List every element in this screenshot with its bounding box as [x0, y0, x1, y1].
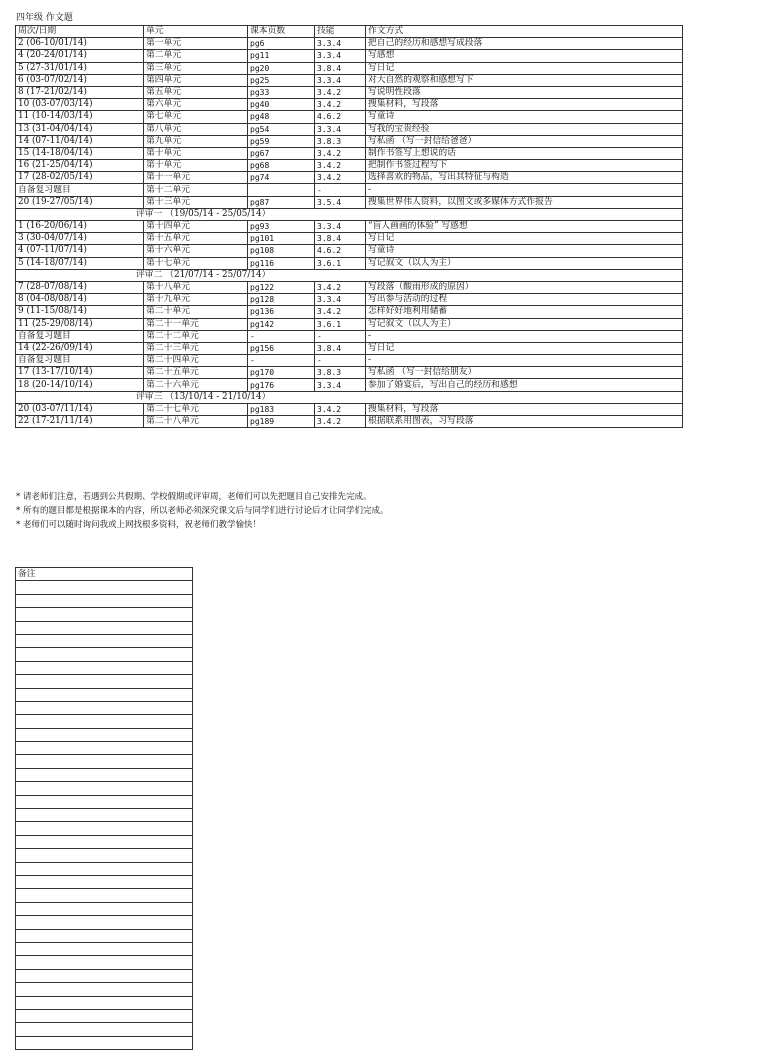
remarks-blank-cell	[16, 661, 193, 674]
week-cell: 8 (04-08/08/14)	[16, 294, 144, 306]
skill-cell: 3.5.4	[315, 196, 366, 208]
table-row	[16, 306, 683, 318]
remarks-blank-row	[16, 661, 193, 674]
week-cell: 22 (17-21/11/14)	[16, 416, 144, 428]
page-cell: pg189	[248, 416, 315, 428]
skill-cell: 3.3.4	[315, 294, 366, 306]
remarks-blank-cell	[16, 688, 193, 701]
unit-cell: 第七单元	[144, 111, 248, 123]
remarks-blank-cell	[16, 809, 193, 822]
method-cell: 写私函 （写一封信给朋友）	[366, 367, 683, 379]
remarks-blank-row	[16, 916, 193, 929]
week-cell: 15 (14-18/04/14)	[16, 147, 144, 159]
method-cell: -	[366, 355, 683, 367]
page-cell: pg6	[248, 38, 315, 50]
notes-section	[16, 490, 388, 532]
table-row	[16, 184, 683, 196]
page-cell: pg11	[248, 50, 315, 62]
remarks-blank-row	[16, 782, 193, 795]
remarks-header-row	[16, 568, 193, 581]
header-week: 周次/日期	[16, 26, 144, 38]
remarks-blank-row	[16, 742, 193, 755]
skill-cell: 3.6.1	[315, 318, 366, 330]
week-cell: 20 (19-27/05/14)	[16, 196, 144, 208]
page-cell: pg108	[248, 245, 315, 257]
table-row	[16, 233, 683, 245]
week-cell: 16 (21-25/04/14)	[16, 160, 144, 172]
remarks-blank-cell	[16, 742, 193, 755]
table-row	[16, 318, 683, 330]
remarks-header: 备注	[16, 568, 193, 581]
page-cell: pg176	[248, 379, 315, 391]
page-cell: pg128	[248, 294, 315, 306]
page-cell: -	[248, 355, 315, 367]
method-cell: 把制作书签过程写下	[366, 160, 683, 172]
remarks-blank-row	[16, 1036, 193, 1049]
review-period-row	[16, 269, 683, 281]
method-cell: 写段落（酸雨形成的原因）	[366, 281, 683, 293]
week-cell: 3 (30-04/07/14)	[16, 233, 144, 245]
unit-cell: 第十五单元	[144, 233, 248, 245]
unit-cell: 第二十六单元	[144, 379, 248, 391]
unit-cell: 第六单元	[144, 99, 248, 111]
unit-cell: 第十单元	[144, 147, 248, 159]
method-cell: 根据联系用图表，习写段落	[366, 416, 683, 428]
remarks-blank-row	[16, 942, 193, 955]
unit-cell: 第十四单元	[144, 221, 248, 233]
skill-cell: 3.3.4	[315, 74, 366, 86]
method-cell: 写私函 （写一封信给爸爸）	[366, 135, 683, 147]
skill-cell: 3.4.2	[315, 86, 366, 98]
remarks-blank-row	[16, 715, 193, 728]
skill-cell: 4.6.2	[315, 245, 366, 257]
skill-cell: 3.3.4	[315, 50, 366, 62]
skill-cell: 3.4.2	[315, 281, 366, 293]
remarks-blank-row	[16, 634, 193, 647]
week-cell: 5 (14-18/07/14)	[16, 257, 144, 269]
table-row	[16, 38, 683, 50]
method-cell: 选择喜欢的物品，写出其特征与构造	[366, 172, 683, 184]
skill-cell: 3.4.2	[315, 160, 366, 172]
week-cell: 8 (17-21/02/14)	[16, 86, 144, 98]
unit-cell: 第四单元	[144, 74, 248, 86]
skill-cell: -	[315, 355, 366, 367]
unit-cell: 第十二单元	[144, 184, 248, 196]
table-row	[16, 172, 683, 184]
week-cell: 6 (03-07/02/14)	[16, 74, 144, 86]
remarks-blank-cell	[16, 916, 193, 929]
method-cell: 写感想	[366, 50, 683, 62]
skill-cell: 3.8.4	[315, 342, 366, 354]
unit-cell: 第二十二单元	[144, 330, 248, 342]
page-cell: pg33	[248, 86, 315, 98]
remarks-blank-cell	[16, 608, 193, 621]
remarks-blank-cell	[16, 1023, 193, 1036]
method-cell: 搜集世界伟人资料，以图文或多媒体方式作报告	[366, 196, 683, 208]
remarks-blank-cell	[16, 983, 193, 996]
skill-cell: 3.3.4	[315, 379, 366, 391]
remarks-blank-row	[16, 581, 193, 594]
page-cell: pg20	[248, 62, 315, 74]
table-row	[16, 281, 683, 293]
remarks-blank-row	[16, 822, 193, 835]
week-cell: 自备复习题目	[16, 330, 144, 342]
remarks-blank-cell	[16, 768, 193, 781]
remarks-blank-cell	[16, 956, 193, 969]
unit-cell: 第十一单元	[144, 172, 248, 184]
skill-cell: 3.4.2	[315, 416, 366, 428]
method-cell: 搜集材料，写段落	[366, 403, 683, 415]
remarks-blank-cell	[16, 594, 193, 607]
week-cell: 14 (07-11/04/14)	[16, 135, 144, 147]
table-row	[16, 257, 683, 269]
remarks-blank-cell	[16, 862, 193, 875]
header-method: 作文方式	[366, 26, 683, 38]
remarks-blank-row	[16, 875, 193, 888]
unit-cell: 第二十七单元	[144, 403, 248, 415]
remarks-blank-cell	[16, 795, 193, 808]
method-cell: 对大自然的观察和感想写下	[366, 74, 683, 86]
skill-cell: 3.4.2	[315, 172, 366, 184]
table-row	[16, 147, 683, 159]
remarks-blank-cell	[16, 942, 193, 955]
remarks-blank-cell	[16, 849, 193, 862]
unit-cell: 第三单元	[144, 62, 248, 74]
week-cell: 13 (31-04/04/14)	[16, 123, 144, 135]
remarks-blank-cell	[16, 701, 193, 714]
unit-cell: 第十单元	[144, 160, 248, 172]
remarks-blank-row	[16, 996, 193, 1009]
page-cell: pg59	[248, 135, 315, 147]
remarks-table	[15, 567, 193, 1050]
unit-cell: 第九单元	[144, 135, 248, 147]
table-row	[16, 62, 683, 74]
week-cell: 5 (27-31/01/14)	[16, 62, 144, 74]
remarks-blank-cell	[16, 675, 193, 688]
remarks-blank-cell	[16, 835, 193, 848]
skill-cell: 3.8.4	[315, 233, 366, 245]
table-row	[16, 416, 683, 428]
skill-cell: 3.3.4	[315, 221, 366, 233]
remarks-blank-cell	[16, 755, 193, 768]
table-row	[16, 135, 683, 147]
week-cell: 18 (20-14/10/14)	[16, 379, 144, 391]
remarks-blank-row	[16, 728, 193, 741]
remarks-blank-row	[16, 608, 193, 621]
remarks-blank-row	[16, 849, 193, 862]
table-row	[16, 123, 683, 135]
method-cell: 参加了婚宴后，写出自己的经历和感想	[366, 379, 683, 391]
table-row	[16, 74, 683, 86]
remarks-blank-row	[16, 862, 193, 875]
note-line: * 所有的题目都是根据课本的内容，所以老师必须深究课文后与同学们进行讨论后才让同学们完成。	[16, 506, 389, 516]
remarks-blank-row	[16, 688, 193, 701]
page-cell: -	[248, 330, 315, 342]
page-cell: pg40	[248, 99, 315, 111]
week-cell: 11 (25-29/08/14)	[16, 318, 144, 330]
table-row	[16, 403, 683, 415]
remarks-blank-cell	[16, 782, 193, 795]
page-cell: pg156	[248, 342, 315, 354]
method-cell: “盲人画画的体验” 写感想	[366, 221, 683, 233]
page-cell: pg67	[248, 147, 315, 159]
page-cell: pg93	[248, 221, 315, 233]
skill-cell: -	[315, 184, 366, 196]
skill-cell: 3.8.4	[315, 62, 366, 74]
remarks-blank-row	[16, 809, 193, 822]
method-cell: 写说明性段落	[366, 86, 683, 98]
week-cell: 4 (20-24/01/14)	[16, 50, 144, 62]
unit-cell: 第二单元	[144, 50, 248, 62]
skill-cell: 3.4.2	[315, 403, 366, 415]
remarks-blank-row	[16, 594, 193, 607]
week-cell: 自备复习题目	[16, 184, 144, 196]
remarks-blank-cell	[16, 875, 193, 888]
remarks-blank-row	[16, 621, 193, 634]
method-cell: 写记叙文（以人为主）	[366, 318, 683, 330]
unit-cell: 第十七单元	[144, 257, 248, 269]
page-cell: pg116	[248, 257, 315, 269]
header-skill: 技能	[315, 26, 366, 38]
remarks-blank-row	[16, 768, 193, 781]
week-cell: 自备复习题目	[16, 355, 144, 367]
remarks-blank-cell	[16, 969, 193, 982]
page-cell: pg68	[248, 160, 315, 172]
unit-cell: 第十三单元	[144, 196, 248, 208]
unit-cell: 第二十四单元	[144, 355, 248, 367]
unit-cell: 第二十单元	[144, 306, 248, 318]
remarks-blank-cell	[16, 648, 193, 661]
week-cell: 17 (13-17/10/14)	[16, 367, 144, 379]
table-row	[16, 221, 683, 233]
table-row	[16, 86, 683, 98]
remarks-blank-cell	[16, 1036, 193, 1049]
remarks-blank-cell	[16, 728, 193, 741]
remarks-blank-row	[16, 969, 193, 982]
unit-cell: 第十六单元	[144, 245, 248, 257]
unit-cell: 第十八单元	[144, 281, 248, 293]
header-page: 课本页数	[248, 26, 315, 38]
week-cell: 20 (03-07/11/14)	[16, 403, 144, 415]
method-cell: 写记叙文（以人为主）	[366, 257, 683, 269]
page-cell: pg74	[248, 172, 315, 184]
page-cell: pg136	[248, 306, 315, 318]
table-row	[16, 294, 683, 306]
unit-cell: 第二十三单元	[144, 342, 248, 354]
week-cell: 7 (28-07/08/14)	[16, 281, 144, 293]
remarks-blank-row	[16, 675, 193, 688]
week-cell: 14 (22-26/09/14)	[16, 342, 144, 354]
skill-cell: 4.6.2	[315, 111, 366, 123]
unit-cell: 第八单元	[144, 123, 248, 135]
remarks-blank-row	[16, 983, 193, 996]
method-cell: 写日记	[366, 62, 683, 74]
method-cell: 写我的宝贵经验	[366, 123, 683, 135]
skill-cell: 3.6.1	[315, 257, 366, 269]
week-cell: 1 (16-20/06/14)	[16, 221, 144, 233]
review-period-row	[16, 208, 683, 220]
remarks-blank-row	[16, 929, 193, 942]
table-row	[16, 111, 683, 123]
remarks-blank-row	[16, 795, 193, 808]
table-row	[16, 196, 683, 208]
unit-cell: 第一单元	[144, 38, 248, 50]
remarks-blank-row	[16, 835, 193, 848]
remarks-blank-cell	[16, 581, 193, 594]
remarks-blank-row	[16, 1009, 193, 1022]
header-unit: 单元	[144, 26, 248, 38]
page-cell: pg25	[248, 74, 315, 86]
unit-cell: 第二十一单元	[144, 318, 248, 330]
remarks-blank-row	[16, 648, 193, 661]
table-row	[16, 99, 683, 111]
skill-cell: -	[315, 330, 366, 342]
table-row	[16, 160, 683, 172]
remarks-blank-cell	[16, 822, 193, 835]
table-row	[16, 245, 683, 257]
method-cell: 怎样好好地利用储蓄	[366, 306, 683, 318]
page-cell: pg87	[248, 196, 315, 208]
skill-cell: 3.8.3	[315, 367, 366, 379]
page-cell: pg142	[248, 318, 315, 330]
table-row	[16, 379, 683, 391]
review-period-label: 评审一 （19/05/14 - 25/05/14）	[16, 208, 683, 220]
remarks-blank-row	[16, 902, 193, 915]
unit-cell: 第五单元	[144, 86, 248, 98]
table-header-row	[16, 26, 683, 38]
method-cell: 写日记	[366, 342, 683, 354]
method-cell: 写童诗	[366, 111, 683, 123]
week-cell: 2 (06-10/01/14)	[16, 38, 144, 50]
remarks-blank-cell	[16, 621, 193, 634]
unit-cell: 第二十五单元	[144, 367, 248, 379]
note-line: * 老师们可以随时询问我或上网找根多资料，祝老师们教学愉快！	[16, 520, 261, 530]
page-cell	[248, 184, 315, 196]
skill-cell: 3.4.2	[315, 147, 366, 159]
page-cell: pg183	[248, 403, 315, 415]
method-cell: 制作书签写上想说的话	[366, 147, 683, 159]
week-cell: 11 (10-14/03/14)	[16, 111, 144, 123]
method-cell: -	[366, 184, 683, 196]
review-period-label: 评审二 （21/07/14 - 25/07/14）	[16, 269, 683, 281]
page-cell: pg54	[248, 123, 315, 135]
skill-cell: 3.4.2	[315, 99, 366, 111]
page-cell: pg101	[248, 233, 315, 245]
remarks-blank-cell	[16, 929, 193, 942]
remarks-blank-row	[16, 701, 193, 714]
sheet-title: 四年级 作文题	[16, 13, 73, 23]
page-cell: pg122	[248, 281, 315, 293]
week-cell: 17 (28-02/05/14)	[16, 172, 144, 184]
review-period-row	[16, 391, 683, 403]
skill-cell: 3.3.4	[315, 123, 366, 135]
unit-cell: 第十九单元	[144, 294, 248, 306]
method-cell: -	[366, 330, 683, 342]
week-cell: 10 (03-07/03/14)	[16, 99, 144, 111]
week-cell: 9 (11-15/08/14)	[16, 306, 144, 318]
remarks-blank-cell	[16, 715, 193, 728]
composition-schedule-table	[15, 25, 683, 428]
skill-cell: 3.8.3	[315, 135, 366, 147]
remarks-blank-cell	[16, 1009, 193, 1022]
method-cell: 写童诗	[366, 245, 683, 257]
table-row	[16, 367, 683, 379]
method-cell: 搜集材料，写段落	[366, 99, 683, 111]
note-line: * 请老师们注意，若遇到公共假期、学校假期或评审周，老师们可以先把题目自己安排先完成。	[16, 492, 372, 502]
table-row	[16, 342, 683, 354]
remarks-blank-row	[16, 1023, 193, 1036]
table-row	[16, 330, 683, 342]
table-row	[16, 50, 683, 62]
method-cell: 把自己的经历和感想写成段落	[366, 38, 683, 50]
skill-cell: 3.3.4	[315, 38, 366, 50]
skill-cell: 3.4.2	[315, 306, 366, 318]
remarks-blank-cell	[16, 634, 193, 647]
remarks-blank-cell	[16, 996, 193, 1009]
method-cell: 写日记	[366, 233, 683, 245]
remarks-blank-row	[16, 956, 193, 969]
review-period-label: 评审三 （13/10/14 - 21/10/14）	[16, 391, 683, 403]
remarks-blank-row	[16, 755, 193, 768]
remarks-blank-cell	[16, 889, 193, 902]
method-cell: 写出参与活动的过程	[366, 294, 683, 306]
table-row	[16, 355, 683, 367]
page-cell: pg48	[248, 111, 315, 123]
page-cell: pg170	[248, 367, 315, 379]
unit-cell: 第二十八单元	[144, 416, 248, 428]
remarks-blank-cell	[16, 902, 193, 915]
week-cell: 4 (07-11/07/14)	[16, 245, 144, 257]
remarks-blank-row	[16, 889, 193, 902]
